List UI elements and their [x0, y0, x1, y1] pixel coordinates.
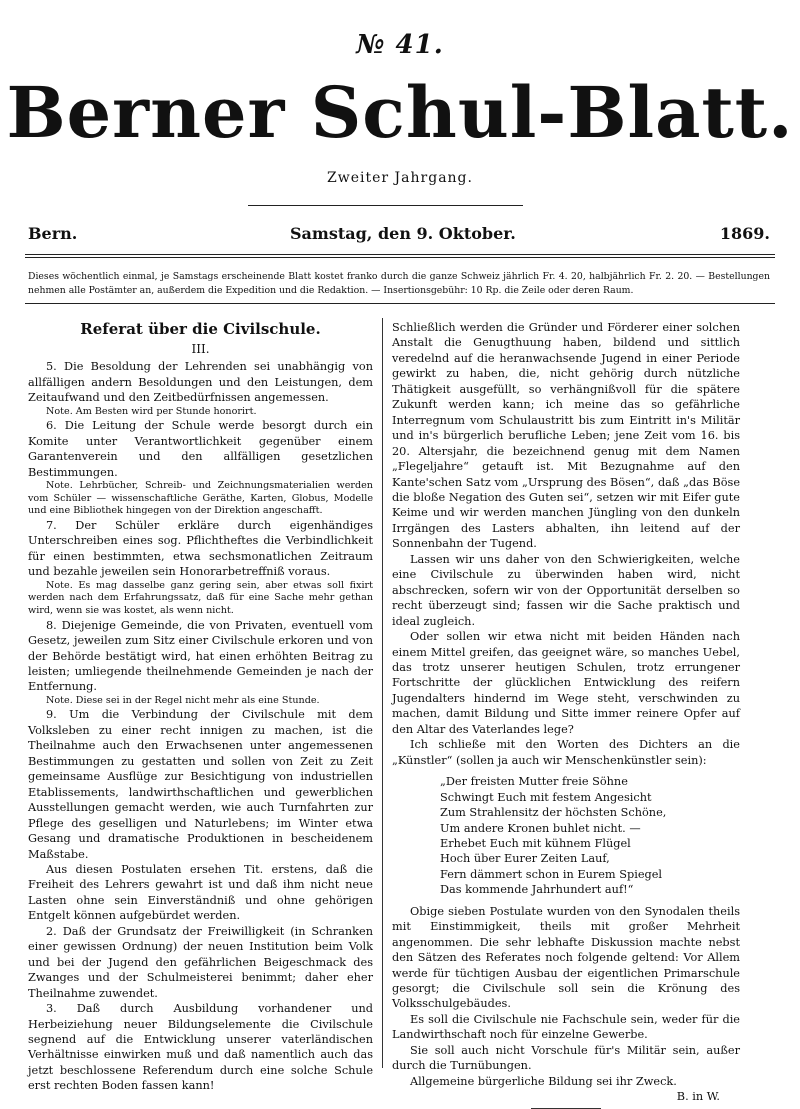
poem-line: Zum Strahlensitz der höchsten Schöne, [440, 806, 667, 820]
paragraph: 5. Die Besoldung der Lehrenden sei unabhängig von allfälligen andern Besoldungen und den Leistungen, dem Zeitaufwand und den Zeitbedürfnissen angemessen. [28, 360, 373, 405]
author-signature: B. in W. [676, 1090, 720, 1104]
poem-line: Das kommende Jahrhundert auf!“ [440, 883, 634, 897]
left-column-body [28, 359, 373, 1093]
paragraph: 2. Daß der Grundsatz der Freiwilligkeit (in Schranken einer gewissen Ordnung) der neuen Institution beim Volk und bei der Jugend den gefährlichen Beigeschmack des Zwanges und der Schulmeisterei benimmt; daher eher Theilnahme zuwendet. [28, 924, 373, 1000]
notice-rule [25, 303, 775, 304]
article-column-left [28, 320, 373, 1094]
paragraph: Es soll die Civilschule nie Fachschule sein, weder für die Landwirthschaft noch für einzelne Gewerbe. [392, 1012, 740, 1042]
right-column-conclusion [392, 904, 740, 1089]
paragraph: 3. Daß durch Ausbildung vorhandener und Herbeiziehung neuer Bildungselemente die Civilschule segnend auf die Entwicklung unserer vaterländischen Verhältnisse einwirken muß und daß namentlich auch das jetzt beschlossene Referendum durch eine solche Schule erst rechten Boden fassen kann! [28, 1002, 373, 1093]
paragraph: 8. Diejenige Gemeinde, die von Privaten, eventuell vom Gesetz, jeweilen zum Sitz einer Civilschule erkoren und von der Behörde bestätigt wird, hat einen erhöhten Beitrag zu leisten; umliegende theilnehmende Gemeinden je nach der Entfernung. [28, 618, 373, 694]
paragraph: Obige sieben Postulate wurden von den Synodalen theils mit Einstimmigkeit, theils mit großer Mehrheit angenommen. Die sehr lebhafte Diskussion machte nebst den Sätzen des Referates noch folgende geltend: Vor Allem werde für tüchtigen Ausbau der eigentlichen Primarschule gesorgt; die Civilschule soll sein die Krönung des Volksschulgebäudes. [392, 904, 740, 1011]
right-column-body [392, 320, 740, 768]
dateline-year: 1869. [719, 224, 770, 243]
poem-line: Fern dämmert schon in Eurem Spiegel [440, 867, 663, 881]
poem-line: Schwingt Euch mit festem Angesicht [440, 790, 652, 804]
paragraph: Aus diesen Postulaten ersehen Tit. erstens, daß die Freiheit des Lehrers gewahrt ist und daß ihm nicht neue Lasten ohne sein Einverständniß und ohne gehörigen Entgelt können aufgebürdet werden. [28, 862, 373, 923]
article-column-right [392, 320, 740, 1109]
article-section-number: III. [191, 342, 210, 356]
dateline-place: Bern. [28, 224, 78, 243]
column-divider [382, 318, 383, 1068]
poem-line: Erhebet Euch mit kühnem Flügel [440, 836, 631, 850]
paragraph: Sie soll auch nicht Vorschule für's Militär sein, außer durch die Turnübungen. [392, 1043, 740, 1073]
paragraph: 7. Der Schüler erkläre durch eigenhändiges Unterschreiben eines sog. Pflichtheftes die Verbindlichkeit für einen bestimmten, etwa sechsmonatlichen Zeitraum und bezahle jeweilen sein Honorarbetreffniß voraus. [28, 519, 373, 579]
poem-line: „Der freisten Mutter freie Söhne [440, 775, 628, 789]
paragraph: Schließlich werden die Gründer und Förderer einer solchen Anstalt die Genugthuung haben, bildend und sittlich veredelnd auf die heranwachsende Jugend in einer Periode gewirkt zu haben, die, nicht gehörig durch nützliche Thätigkeit ausgefüllt, so verhängnißvoll für die spätere Zukunft werden kann; ich meine das so gefährliche Interregnum vom Schulaustritt bis zum Eintritt in's Militär und in's bürgerlich berufliche Leben; jene Zeit vom 16. bis 20. Altersjahr, die bezeichnend genug mit dem Namen „Flegeljahre“ getauft ist. Mit Bezugnahme auf den Kante'schen Satz vom „Ursprung des Bösen“, daß „das Böse die bloße Negation des Guten sei“, setzen wir mit Eifer gute Keime und wir werden manchen Jüngling von den dunkeln Irrgängen des Lasters abhalten, ihn leitend auf der Sonnenbahn der Tugend. [392, 321, 740, 551]
paragraph-note: Note. Lehrbücher, Schreib- und Zeichnungsmaterialien werden vom Schüler — wissenschaftliche Geräthe, Karten, Globus, Modelle und eine Bibliothek hingegen von der Direktion angeschafft. [28, 480, 373, 517]
issue-number: № 41. [356, 30, 444, 60]
paragraph-note: Note. Am Besten wird per Stunde honorirt. [46, 405, 257, 417]
subscription-notice: Dieses wöchentlich einmal, je Samstags erscheinende Blatt kostet franko durch die ganze Schweiz jährlich Fr. 4. 20, halbjährlich Fr. 2. 20. — Bestellungen nehmen alle Postämter an, außerdem die Expedition und die Redaktion. — Insertionsgebühr: 10 Rp. die Zeile oder deren Raum. [28, 271, 770, 296]
dateline-date: Samstag, den 9. Oktober. [290, 224, 516, 243]
subtitle-rule [248, 205, 523, 206]
header-rule [25, 254, 775, 255]
paragraph: 9. Um die Verbindung der Civilschule mit dem Volksleben zu einer recht innigen zu machen, ist die Theilnahme auch den Erwachsenen unter angemessenen Bestimmungen zu gestatten und sollen von Zeit zu Zeit gemeinsame Ausflüge zur Besichtigung von industriellen Etablissements, landwirthschaftlichen und gewerblichen Ausstellungen gemacht werden, wie auch Turnfahrten zur Pflege des geselligen und Naturlebens; im Winter etwa Gesang und dramatische Produktionen in bescheidenem Maßstabe. [28, 708, 373, 861]
poem-line: Um andere Kronen buhlet nicht. — [440, 821, 641, 835]
paragraph: Oder sollen wir etwa nicht mit beiden Händen nach einem Mittel greifen, das geeignet wäre, so manches Uebel, das trotz unserer heutigen Schulen, trotz errungener Fortschritte der glücklichen Entwicklung des reifern Jugendalters hindernd im Wege steht, verschwinden zu machen, damit Bildung und Sitte immer reinere Opfer auf den Altar des Vaterlandes lege? [392, 630, 740, 736]
paragraph: 6. Die Leitung der Schule werde besorgt durch ein Komite unter Verantwortlichkeit gegenüber einem Garantenverein und den allfälligen gesetzlichen Bestimmungen. [28, 419, 373, 479]
paragraph-note: Note. Es mag dasselbe ganz gering sein, aber etwas soll fixirt werden nach dem Erfahrungssatz, daß für eine Sache mehr gethan wird, wenn sie was kostet, als wenn nicht. [28, 579, 373, 616]
paragraph-note: Note. Diese sei in der Regel nicht mehr als eine Stunde. [46, 694, 320, 706]
poem-quote [440, 774, 740, 898]
poem-line: Hoch über Eurer Zeiten Lauf, [440, 852, 610, 866]
paragraph: Ich schließe mit den Worten des Dichters an die „Künstler“ (sollen ja auch wir Menschenkünstler sein): [392, 738, 740, 767]
dateline [28, 224, 770, 250]
article-title: Referat über die Civilschule. [80, 320, 321, 338]
masthead-subtitle: Zweiter Jahrgang. [327, 170, 473, 186]
header-rule-thin [25, 257, 775, 258]
paragraph: Allgemeine bürgerliche Bildung sei ihr Zweck. [410, 1074, 677, 1088]
paragraph: Lassen wir uns daher von den Schwierigkeiten, welche eine Civilschule zu überwinden haben wird, nicht abschrecken, sofern wir von der Opportunität derselben so recht überzeugt sind; fassen wir die Sache praktisch und ideal zugleich. [392, 552, 740, 628]
masthead-title: Berner Schul-Blatt. [6, 71, 794, 154]
